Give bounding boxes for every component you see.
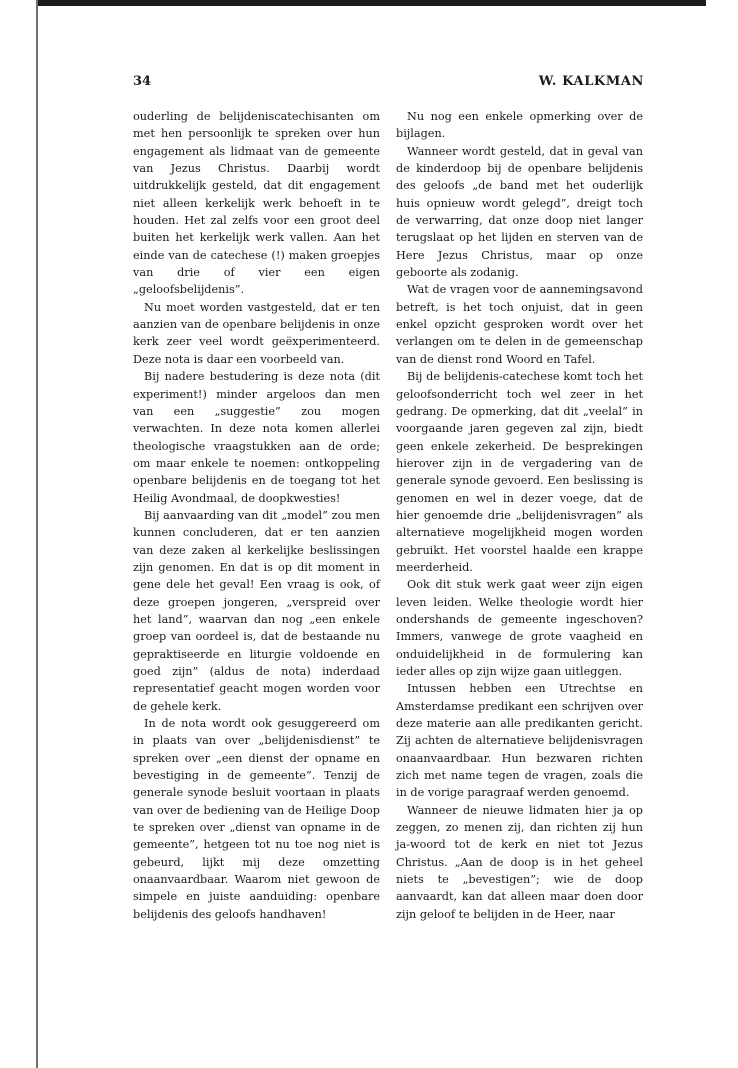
running-head-author: W. KALKMAN bbox=[538, 74, 644, 89]
left-scan-border bbox=[36, 0, 38, 1068]
paragraph: Intussen hebben een Utrechtse en Amsterdamse predikant een schrijven over deze materie aan alle predikanten gericht. Zij achten de alternatieve belijdenisvragen onaanvaardbaar. Hun bezwaren richten zich met name tegen de vragen, zoals die in de vorige paragraaf werden genoemd. bbox=[396, 682, 643, 800]
paragraph: Nu moet worden vastgesteld, dat er ten aanzien van de openbare belijdenis in onze kerk zeer veel wordt geëxperimenteerd. Deze nota is daar een voorbeeld van. bbox=[133, 300, 380, 366]
left-column bbox=[133, 108, 380, 923]
paragraph: Bij aanvaarding van dit „model” zou men kunnen concluderen, dat er ten aanzien van deze zaken al kerkelijke beslissingen zijn genomen. En dat is op dit moment in gene dele het geval! Een vraag is ook, of deze groepen jongeren, „verspreid over het land”, waarvan dan nog „een enkele groep van oordeel is, dat de bestaande nu gepraktiseerde en liturgie voldoende en goed zijn” (aldus de nota) inderdaad representatief geacht mogen worden voor de gehele kerk. bbox=[133, 508, 380, 713]
paragraph: Wat de vragen voor de aannemingsavond betreft, is het toch onjuist, dat in geen enkel opzicht gesproken wordt over het verlangen om te delen in de gemeenschap van de dienst rond Woord en Tafel. bbox=[396, 283, 643, 366]
paragraph: In de nota wordt ook gesuggereerd om in plaats van over „belijdenisdienst” te spreken over „een dienst der opname en bevestiging in de gemeente”. Tenzij de generale synode besluit voortaan in plaats van over de bediening van de Heilige Doop te spreken over „dienst van opname in de gemeente”, hetgeen tot nu toe nog niet is gebeurd, lijkt mij deze omzetting onaanvaardbaar. Waarom niet gewoon de simpele en juiste aanduiding: openbare belijdenis des geloofs handhaven! bbox=[133, 717, 380, 921]
paragraph: Bij nadere bestudering is deze nota (dit experiment!) minder argeloos dan men van een „suggestie” zou mogen verwachten. In deze nota komen allerlei theologische vraagstukken aan de orde; om maar enkele te noemen: ontkoppeling openbare belijdenis en de toegang tot het Heilig Avondmaal, de doopkwesties! bbox=[133, 370, 380, 505]
page-number: 34 bbox=[133, 74, 152, 89]
paragraph: Wanneer wordt gesteld, dat in geval van de kinderdoop bij de openbare belijdenis des geloofs „de band met het ouderlijk huis opnieuw wordt gelegd”, dreigt toch de verwarring, dat onze doop niet langer terugslaat op het lijden en sterven van de Here Jezus Christus, maar op onze geboorte als zodanig. bbox=[396, 144, 643, 280]
paragraph: Bij de belijdenis-catechese komt toch het geloofsonderricht toch wel zeer in het gedrang. De opmerking, dat dit „veelal” in voorgaande jaren gegeven zal zijn, biedt geen enkele zekerheid. De besprekingen hierover zijn in de vergadering van de generale synode gevoerd. Een beslissing is genomen en wel in dezer voege, dat de hier genoemde drie „belijdenisvragen” als alternatieve mogelijkheid mogen worden gebruikt. Het voorstel haalde een krappe meerderheid. bbox=[396, 370, 643, 574]
paragraph: Ook dit stuk werk gaat weer zijn eigen leven leiden. Welke theologie wordt hier ondershands de gemeente ingeschoven? Immers, vanwege de grote vaagheid en onduidelijkheid in de formulering kan ieder alles op zijn wijze gaan uitleggen. bbox=[396, 578, 643, 678]
paragraph: ouderling de belijdeniscatechisanten om met hen persoonlijk te spreken over hun engagement als lidmaat van de gemeente van Jezus Christus. Daarbij wordt uitdrukkelijk gesteld, dat dit engagement niet alleen kerkelijk werk behoeft in te houden. Het zal zelfs voor een groot deel buiten het kerkelijk werk vallen. Aan het einde van de catechese (!) maken groepjes van drie of vier een eigen „geloofsbelijdenis”. bbox=[133, 110, 380, 297]
right-column bbox=[396, 108, 643, 923]
paragraph: Nu nog een enkele opmerking over de bijlagen. bbox=[396, 110, 643, 141]
paragraph: Wanneer de nieuwe lidmaten hier ja op zeggen, zo menen zij, dan richten zij hun ja-woord tot de kerk en niet tot Jezus Christus. „Aan de doop is in het geheel niets te „bevestigen”; wie de doop aanvaardt, kan dat alleen maar doen door zijn geloof te belijden in de Heer, naar bbox=[396, 803, 643, 921]
top-scan-border bbox=[36, 0, 706, 6]
page-header bbox=[133, 74, 644, 96]
